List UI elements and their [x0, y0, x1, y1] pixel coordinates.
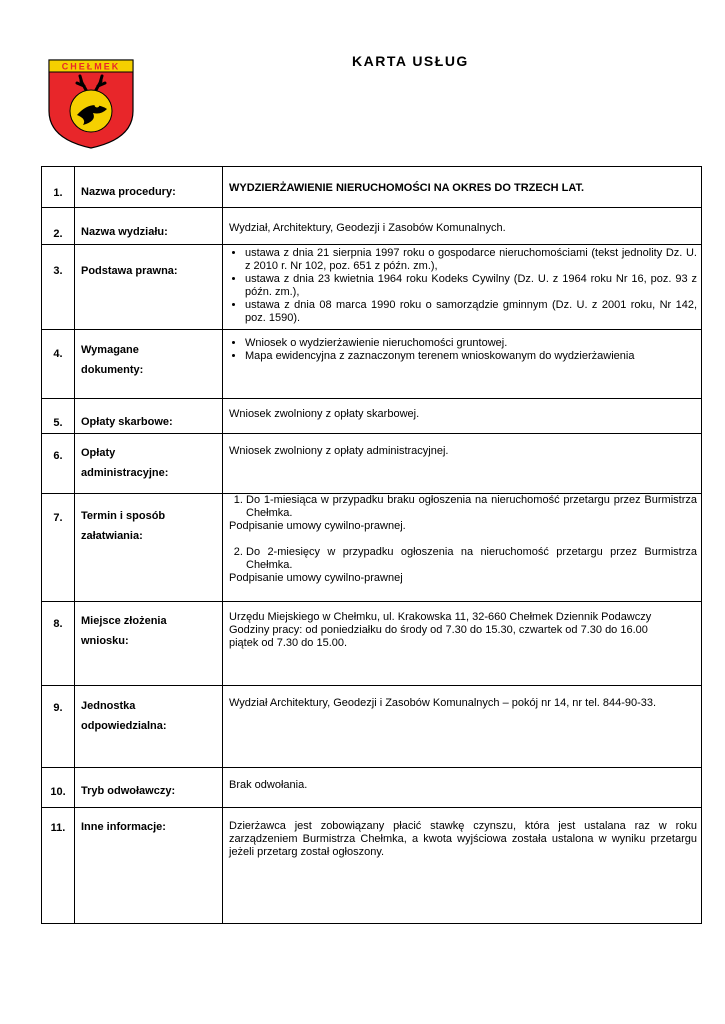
row-label [75, 434, 223, 494]
table-row [42, 167, 702, 208]
step-note: Podpisanie umowy cywilno-prawnej [229, 572, 403, 584]
appeal-mode: Brak odwołania. [223, 768, 702, 808]
address-line: Urzędu Miejskiego w Chełmku, ul. Krakowska 11, 32-660 Chełmek Dziennik Podawczy [229, 611, 652, 623]
row-label: Opłaty skarbowe: [75, 399, 223, 434]
table-row [42, 399, 702, 434]
hours-line: piątek od 7.30 do 15.00. [229, 637, 348, 649]
other-information: Dzierżawca jest zobowiązany płacić stawkę czynszu, która jest ustalana raz w roku zarządzeniem Burmistrza Chełmka, a kwota wyjściowa została ustalona w wyniku przetargu jeżeli przetarg został ogłoszony. [223, 808, 702, 924]
stamp-fees: Wniosek zwolniony z opłaty skarbowej. [223, 399, 702, 434]
row-label [75, 602, 223, 686]
page-title: KARTA USŁUG [352, 53, 469, 69]
submission-place [223, 602, 702, 686]
required-documents [223, 330, 702, 399]
processing-time [223, 494, 702, 602]
table-row [42, 768, 702, 808]
crest-lettering: CHEŁMEK [61, 61, 121, 72]
list-item: • ustawa z dnia 23 kwietnia 1964 roku Kodeks Cywilny (Dz. U. z 1964 roku Nr 16, poz. 93 z późn. zm.), [245, 273, 697, 299]
table-row [42, 686, 702, 768]
services-card-table [41, 166, 702, 924]
step-note: Podpisanie umowy cywilno-prawnej. [229, 520, 406, 532]
row-label-line: załatwiania: [81, 530, 143, 542]
row-number: 2. [42, 208, 75, 245]
row-label [75, 494, 223, 602]
row-label: Inne informacje: [75, 808, 223, 924]
row-number: 9. [42, 686, 75, 768]
list-item: • ustawa z dnia 08 marca 1990 roku o samorządzie gminnym (Dz. U. z 2001 roku, Nr 142, poz. 1590). [245, 299, 697, 325]
row-label-line: odpowiedzialna: [81, 720, 167, 732]
procedure-name: WYDZIERŻAWIENIE NIERUCHOMOŚCI NA OKRES DO TRZECH LAT. [223, 167, 702, 208]
row-label: Nazwa wydziału: [75, 208, 223, 245]
row-label [75, 686, 223, 768]
responsible-unit: Wydział Architektury, Geodezji i Zasobów Komunalnych – pokój nr 14, nr tel. 844-90-33. [223, 686, 702, 768]
row-label-line: Wymagane [81, 344, 139, 356]
list-item: • Mapa ewidencyjna z zaznaczonym terenem wnioskowanym do wydzierżawienia [245, 350, 697, 363]
row-number: 7. [42, 494, 75, 602]
list-item: • ustawa z dnia 21 sierpnia 1997 roku o gospodarce nieruchomościami (tekst jednolity Dz. U. z 2010 r. Nr 102, poz. 651 z późn. zm.), [245, 247, 697, 273]
chelmek-coat-of-arms-logo [47, 59, 135, 149]
table-row [42, 245, 702, 330]
table-row [42, 208, 702, 245]
row-number: 6. [42, 434, 75, 494]
row-label: Tryb odwoławczy: [75, 768, 223, 808]
row-number: 3. [42, 245, 75, 330]
row-label-line: dokumenty: [81, 364, 144, 376]
list-item: • Wniosek o wydzierżawienie nieruchomości gruntowej. [245, 337, 697, 350]
row-number: 4. [42, 330, 75, 399]
hours-line: Godziny pracy: od poniedziałku do środy od 7.30 do 15.30, czwartek od 7.30 do 16.00 [229, 624, 648, 636]
table-row [42, 602, 702, 686]
row-label-line: Miejsce złożenia [81, 615, 167, 627]
table-row [42, 330, 702, 399]
list-item: 1. Do 1-miesiąca w przypadku braku ogłoszenia na nieruchomość przetargu przez Burmistrza Chełmka. [246, 494, 697, 520]
row-label-line: wniosku: [81, 635, 129, 647]
row-number: 8. [42, 602, 75, 686]
department-name: Wydział, Architektury, Geodezji i Zasobów Komunalnych. [223, 208, 702, 245]
row-label-line: Jednostka [81, 700, 136, 712]
table-row [42, 808, 702, 924]
legal-basis [223, 245, 702, 330]
table-row [42, 434, 702, 494]
row-number: 5. [42, 399, 75, 434]
table-row [42, 494, 702, 602]
row-label: Podstawa prawna: [75, 245, 223, 330]
row-label: Nazwa procedury: [75, 167, 223, 208]
row-label [75, 330, 223, 399]
administrative-fees: Wniosek zwolniony z opłaty administracyjnej. [223, 434, 702, 494]
row-number: 1. [42, 167, 75, 208]
row-number: 10. [42, 768, 75, 808]
row-number: 11. [42, 808, 75, 924]
list-item: 2. Do 2-miesięcy w przypadku ogłoszenia na nieruchomość przetargu przez Burmistrza Chełmka. [246, 546, 697, 572]
row-label-line: administracyjne: [81, 467, 169, 479]
row-label-line: Opłaty [81, 447, 116, 459]
row-label-line: Termin i sposób [81, 510, 166, 522]
